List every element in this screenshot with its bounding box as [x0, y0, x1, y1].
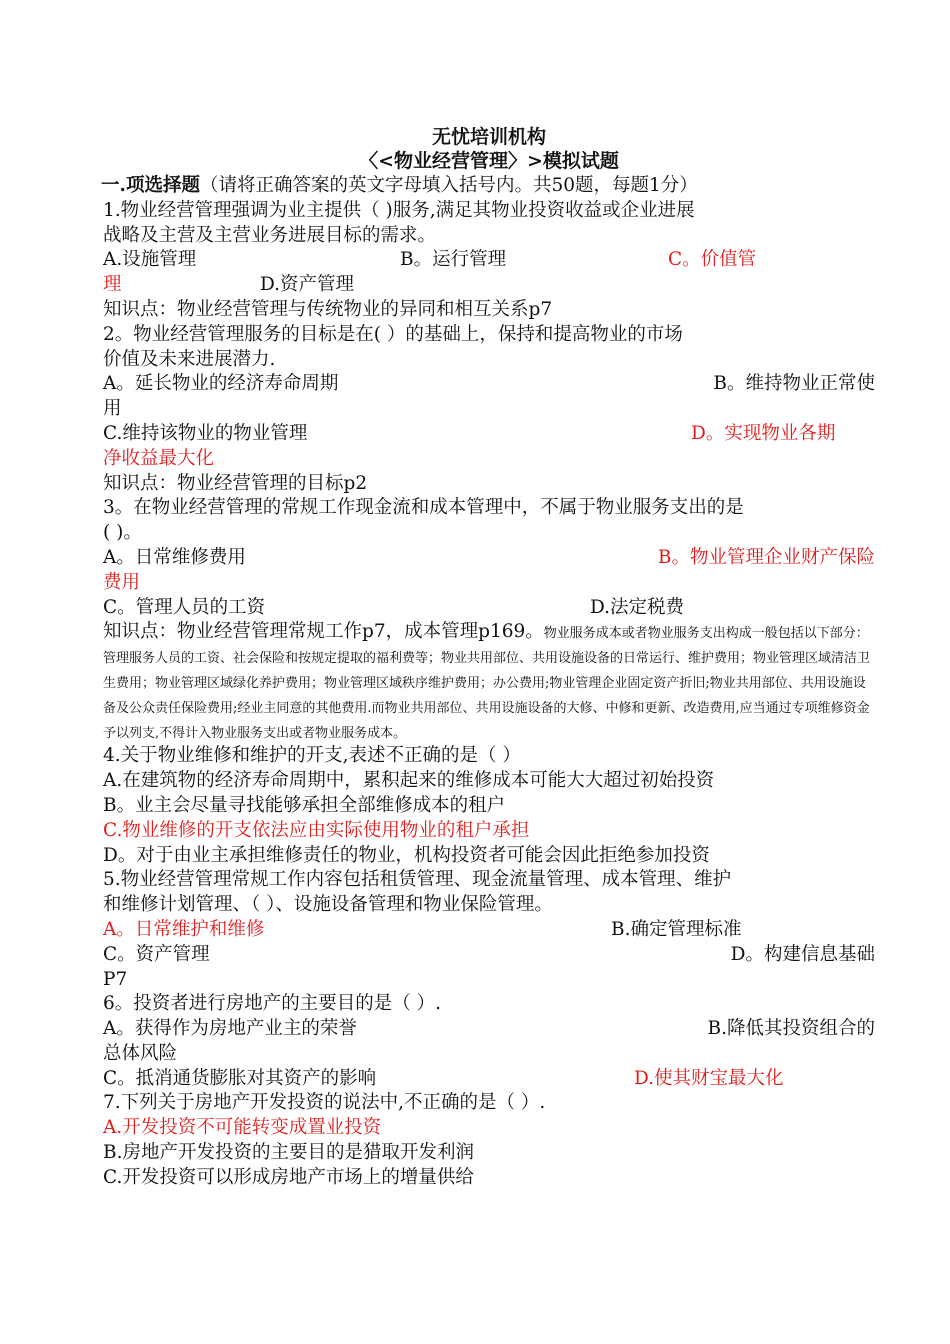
- question-2: [103, 323, 875, 497]
- option-c: C。资产管理: [103, 943, 210, 965]
- option-d: D.资产管理: [260, 274, 355, 296]
- knowledge-note: 知识点：物业经营管理与传统物业的异同和相互关系p7: [103, 298, 553, 320]
- option-c-answer: C.物业维修的开支依法应由实际使用物业的租户承担: [103, 819, 530, 841]
- option-c: C。抵消通货膨胀对其资产的影响: [103, 1067, 377, 1089]
- question-4: [103, 744, 875, 868]
- option-c-answer: C。价值管: [668, 249, 757, 271]
- question-stem: ( )。: [103, 522, 142, 544]
- option-d: D。构建信息基础: [730, 943, 875, 965]
- option-c-answer-cont: 理: [103, 274, 122, 296]
- option-row: [103, 596, 875, 621]
- option-c: C.维持该物业的物业管理: [103, 422, 308, 444]
- document-body: [103, 124, 875, 1191]
- option-row: [103, 1017, 875, 1042]
- knowledge-note-lead: 知识点：物业经营管理常规工作p7，成本管理p169。: [103, 621, 544, 643]
- option-b: B.房地产开发投资的主要目的是猎取开发利润: [103, 1142, 474, 1164]
- question-stem: 2。物业经营管理服务的目标是在( ）的基础上，保持和提高物业的市场: [103, 323, 683, 345]
- option-row: [103, 943, 875, 968]
- question-stem: 价值及未来进展潜力.: [103, 348, 276, 370]
- option-a: A。延长物业的经济寿命周期: [103, 373, 339, 395]
- question-stem: 战略及主营及主营业务进展目标的需求。: [103, 224, 437, 246]
- question-3: [103, 496, 875, 744]
- question-stem: 3。在物业经营管理的常规工作现金流和成本管理中，不属于物业服务支出的是: [103, 497, 744, 519]
- option-a-answer: A.开发投资不可能转变成置业投资: [103, 1117, 382, 1139]
- option-row: [103, 372, 875, 397]
- section-instruction: （请将正确答案的英文字母填入括号内。共50题，每题1分）: [199, 175, 698, 196]
- option-row: [103, 273, 875, 298]
- question-6: [103, 992, 875, 1091]
- option-b: B.降低其投资组合的: [707, 1018, 875, 1040]
- knowledge-note: [103, 620, 875, 744]
- option-a: A.设施管理: [103, 249, 197, 271]
- option-row: [103, 422, 875, 447]
- option-c: C.开发投资可以形成房地产市场上的增量供给: [103, 1166, 474, 1188]
- option-d-answer: D。实现物业各期: [691, 422, 836, 444]
- option-b: B。业主会尽量寻找能够承担全部维修成本的租户: [103, 794, 506, 816]
- question-stem: 7.下列关于房地产开发投资的说法中,不正确的是（ ）.: [103, 1092, 546, 1114]
- option-a: A.在建筑物的经济寿命周期中，累积起来的维修成本可能大大超过初始投资: [103, 770, 715, 792]
- question-stem: 6。投资者进行房地产的主要目的是（ ）.: [103, 993, 442, 1015]
- option-b: B.确定管理标准: [611, 918, 742, 940]
- option-a: A。获得作为房地产业主的荣誉: [103, 1018, 357, 1040]
- option-b-answer: B。物业管理企业财产保险: [657, 546, 875, 568]
- option-a-answer: A。日常维护和维修: [103, 918, 265, 940]
- option-d-answer-cont: 净收益最大化: [103, 447, 215, 469]
- option-b-answer-cont: 费用: [103, 571, 141, 593]
- option-row: [103, 546, 875, 571]
- exam-title: 〈<物业经营管理〉>模拟试题: [359, 150, 619, 172]
- question-stem: 4.关于物业维修和维护的开支,表述不正确的是（ ）: [103, 745, 521, 767]
- question-stem: 5.物业经营管理常规工作内容包括租赁管理、现金流量管理、成本管理、维护: [103, 869, 732, 891]
- page-reference: P7: [103, 968, 128, 990]
- option-c: C。管理人员的工资: [103, 596, 266, 618]
- question-7: [103, 1091, 875, 1190]
- knowledge-note-detail: 物业服务成本或者物业服务支出构成一般包括以下部分：管理服务人员的工资、社会保险和按规定提取的福利费等；物业共用部位、共用设施设备的日常运行、维护费用；物业管理区域清洁卫生费用；物业管理区域绿化养护费用；物业管理区域秩序维护费用；办公费用;物业管理企业固定资产折旧;物业共用部位、共用设施设备及公众责任保险费用;经业主同意的其他费用.而物业共用部位、共用设施设备的大修、中修和更新、改造费用,应当通过专项维修资金予以列支,不得计入物业服务支出或者物业服务成本。: [103, 626, 871, 741]
- knowledge-note: 知识点：物业经营管理的目标p2: [103, 472, 368, 494]
- option-b: B。运行管理: [400, 249, 507, 271]
- section-heading: [101, 174, 875, 199]
- question-stem: 1.物业经营管理强调为业主提供（ )服务,满足其物业投资收益或企业进展: [103, 199, 695, 221]
- question-1: [103, 199, 875, 323]
- option-row: [103, 248, 875, 273]
- option-d: D。对于由业主承担维修责任的物业，机构投资者可能会因此拒绝参加投资: [103, 844, 710, 866]
- option-row: [103, 1067, 875, 1092]
- question-5: [103, 868, 875, 992]
- question-stem: 和维修计划管理、（ ）、设施设备管理和物业保险管理。: [103, 894, 553, 916]
- option-d: D.法定税费: [590, 596, 685, 618]
- option-row: [103, 918, 875, 943]
- section-heading-label: 一.项选择题: [101, 175, 200, 196]
- option-b-cont: 用: [103, 398, 122, 420]
- org-title: 无忧培训机构: [431, 126, 546, 148]
- option-d-answer: D.使其财宝最大化: [634, 1067, 784, 1089]
- option-a: A。日常维修费用: [103, 546, 246, 568]
- option-b-cont: 总体风险: [103, 1042, 178, 1064]
- option-b: B。维持物业正常使: [713, 373, 875, 395]
